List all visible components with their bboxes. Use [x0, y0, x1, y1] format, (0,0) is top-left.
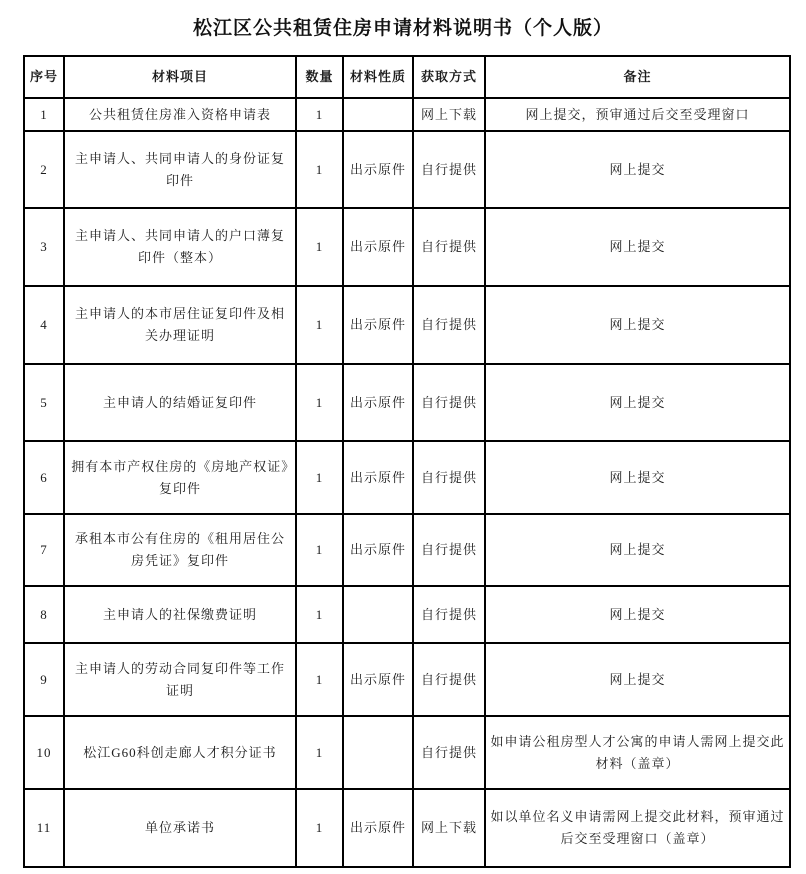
cell-item: 主申请人的社保缴费证明: [64, 586, 296, 643]
cell-method: 自行提供: [413, 286, 485, 364]
table-row: [24, 716, 790, 789]
cell-qty: 1: [296, 208, 343, 286]
table-body: [24, 98, 790, 867]
cell-remark: 网上提交: [485, 286, 790, 364]
cell-item: 主申请人、共同申请人的户口薄复印件（整本）: [64, 208, 296, 286]
cell-remark: 网上提交: [485, 364, 790, 441]
cell-nature: 出示原件: [343, 441, 413, 514]
cell-no: 9: [24, 643, 64, 716]
cell-nature: 出示原件: [343, 643, 413, 716]
cell-method: 网上下载: [413, 98, 485, 131]
cell-qty: 1: [296, 789, 343, 867]
cell-nature: [343, 586, 413, 643]
cell-remark: 网上提交: [485, 586, 790, 643]
cell-no: 10: [24, 716, 64, 789]
table-row: [24, 514, 790, 586]
cell-item: 主申请人、共同申请人的身份证复印件: [64, 131, 296, 208]
cell-qty: 1: [296, 514, 343, 586]
cell-qty: 1: [296, 131, 343, 208]
cell-method: 自行提供: [413, 514, 485, 586]
cell-no: 4: [24, 286, 64, 364]
cell-no: 2: [24, 131, 64, 208]
cell-item: 松江G60科创走廊人才积分证书: [64, 716, 296, 789]
cell-no: 1: [24, 98, 64, 131]
cell-item: 拥有本市产权住房的《房地产权证》复印件: [64, 441, 296, 514]
cell-remark: 网上提交，预审通过后交至受理窗口: [485, 98, 790, 131]
cell-method: 自行提供: [413, 364, 485, 441]
table-row: [24, 364, 790, 441]
cell-nature: 出示原件: [343, 514, 413, 586]
cell-method: 自行提供: [413, 208, 485, 286]
cell-qty: 1: [296, 286, 343, 364]
cell-remark: 网上提交: [485, 441, 790, 514]
cell-item: 主申请人的劳动合同复印件等工作证明: [64, 643, 296, 716]
cell-nature: 出示原件: [343, 131, 413, 208]
document-title: 松江区公共租赁住房申请材料说明书（个人版）: [192, 18, 613, 39]
cell-remark: 如以单位名义申请需网上提交此材料，预审通过后交至受理窗口（盖章）: [485, 789, 790, 867]
cell-remark: 网上提交: [485, 131, 790, 208]
cell-qty: 1: [296, 98, 343, 131]
table-row: [24, 286, 790, 364]
cell-nature: 出示原件: [343, 208, 413, 286]
table-row: [24, 643, 790, 716]
col-header-material-nature: 材料性质: [343, 56, 413, 98]
table-row: [24, 441, 790, 514]
cell-method: 自行提供: [413, 643, 485, 716]
cell-no: 8: [24, 586, 64, 643]
cell-nature: 出示原件: [343, 286, 413, 364]
cell-remark: 网上提交: [485, 208, 790, 286]
cell-no: 3: [24, 208, 64, 286]
table-row: [24, 208, 790, 286]
cell-qty: 1: [296, 441, 343, 514]
cell-method: 自行提供: [413, 131, 485, 208]
cell-method: 自行提供: [413, 716, 485, 789]
cell-remark: 如申请公租房型人才公寓的申请人需网上提交此材料（盖章）: [485, 716, 790, 789]
cell-no: 7: [24, 514, 64, 586]
cell-item: 主申请人的本市居住证复印件及相关办理证明: [64, 286, 296, 364]
materials-table: [23, 55, 791, 868]
cell-qty: 1: [296, 643, 343, 716]
cell-item: 主申请人的结婚证复印件: [64, 364, 296, 441]
cell-method: 自行提供: [413, 586, 485, 643]
cell-item: 公共租赁住房准入资格申请表: [64, 98, 296, 131]
table-row: [24, 131, 790, 208]
table-header-row: [24, 56, 790, 98]
col-header-quantity: 数量: [296, 56, 343, 98]
cell-no: 5: [24, 364, 64, 441]
col-header-acquisition-method: 获取方式: [413, 56, 485, 98]
table-row: [24, 98, 790, 131]
cell-method: 网上下载: [413, 789, 485, 867]
cell-nature: 出示原件: [343, 364, 413, 441]
cell-remark: 网上提交: [485, 514, 790, 586]
cell-item: 单位承诺书: [64, 789, 296, 867]
cell-nature: 出示原件: [343, 789, 413, 867]
col-header-material-item: 材料项目: [64, 56, 296, 98]
cell-method: 自行提供: [413, 441, 485, 514]
table-row: [24, 586, 790, 643]
cell-remark: 网上提交: [485, 643, 790, 716]
cell-item: 承租本市公有住房的《租用居住公房凭证》复印件: [64, 514, 296, 586]
col-header-serial-number: 序号: [24, 56, 64, 98]
cell-nature: [343, 98, 413, 131]
cell-no: 6: [24, 441, 64, 514]
cell-qty: 1: [296, 364, 343, 441]
cell-no: 11: [24, 789, 64, 867]
cell-qty: 1: [296, 716, 343, 789]
table-row: [24, 789, 790, 867]
col-header-remarks: 备注: [485, 56, 790, 98]
cell-qty: 1: [296, 586, 343, 643]
cell-nature: [343, 716, 413, 789]
